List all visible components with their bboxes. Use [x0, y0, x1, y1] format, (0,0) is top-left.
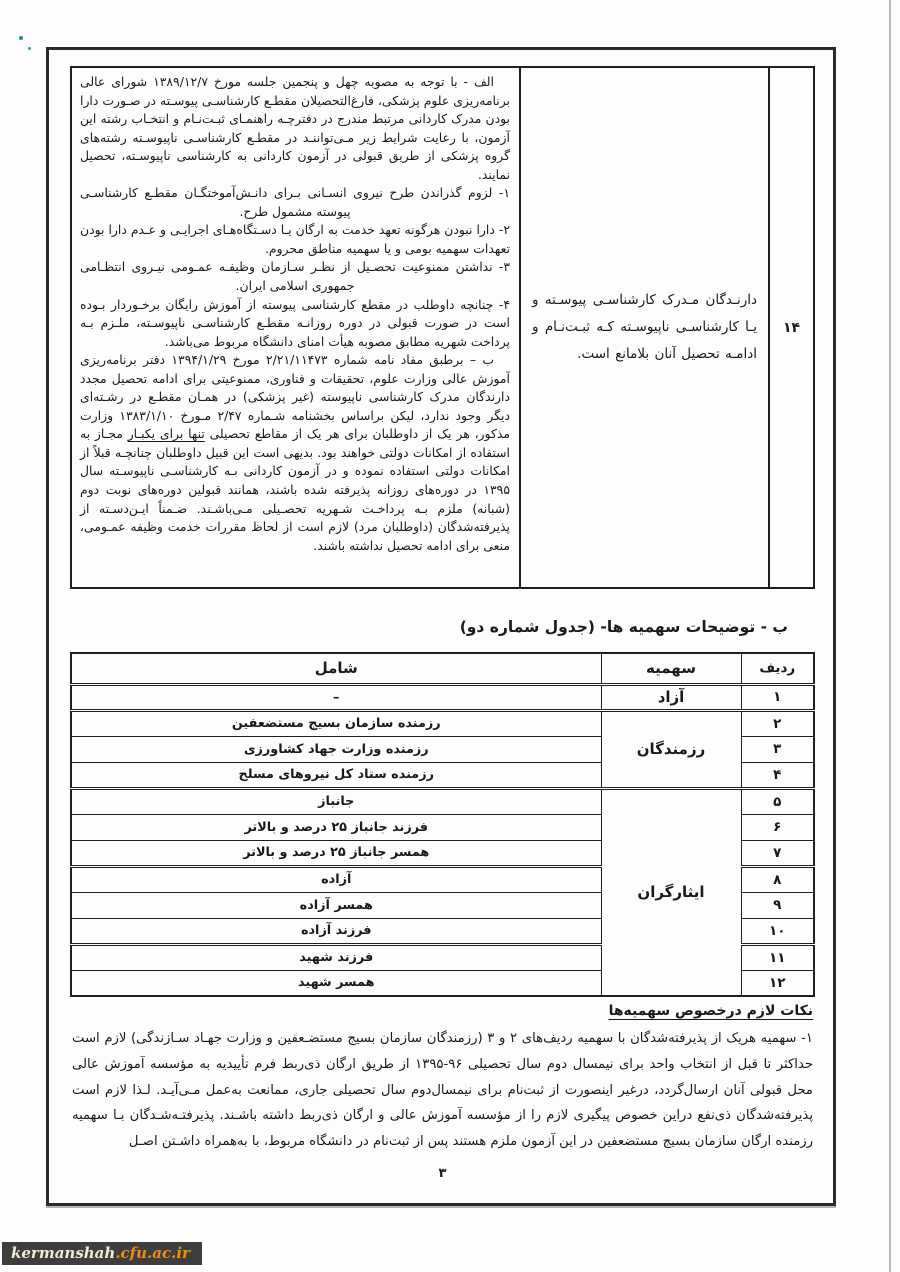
row-shamel: رزمنده وزارت جهاد کشاورزی	[71, 736, 601, 762]
header-radif: ردیف	[741, 653, 814, 684]
condition-item-3: ۳- نداشتن ممنوعیت تحصـیل از نظـر سـازمان وظیفـه عمـومی نیـروی انتظـامی جمهوری اسلامی ایران.	[80, 259, 510, 294]
notes-heading: نکات لازم درخصوص سهمیه‌ها	[608, 1003, 813, 1019]
quota-table	[70, 652, 815, 997]
row-no: ۱۲	[741, 970, 814, 996]
notes-paragraph: ۱- سهمیه هریک از پذیرفته‌شدگان با سهمیه ردیف‌های ۲ و ۳ (رزمندگان سازمان بسیج مستضـعفین و وزارت جهـاد سـازندگی) لازم است حداکثر تا قبل از انتخاب واحد برای نیمسال دوم سال تحصیلی ۹۶-۱۳۹۵ از طریق ارگان ذی‌ربط فرم تأییدیه به مؤسسه آموزش عالی محل قبولی آنان ارسال‌گردد، درغیر اینصورت از ثبت‌نام برای نیمسال‌دوم سال تحصیلی جاری، ممانعت به‌عمل مـی‌آیـد. لـذا لازم است پذیرفته‌شدگان ذی‌نفع دراین خصوص پیگیری لازم را از مؤسسه آموزش عالی و ارگان ذی‌ربط داشته باشـند. پذیرفتـه‌شـدگان بـا سهمیه رزمنده ارگان سازمان بسیج مستضعفین در این آزمون ملزم هستند پس از ثبت‌نام در دانشگاه مربوط، با به‌همراه داشـتن اصـل	[72, 1031, 813, 1150]
condition-item-4: ۴- چنانچه داوطلب در مقطع کارشناسی پیوسته از آموزش رایگان برخـوردار بـوده است در صورت قبولی در دوره روزانـه مقطـع کارشناسـی ناپیوسـته، ملـزم بـه پرداخت شهریه مطابق مصوبه هیأت امنای دانشگاه مربوط می‌باشد.	[80, 296, 510, 349]
row-no: ۱	[741, 684, 814, 710]
row-shamel: آزاده	[71, 866, 601, 892]
condition-item-2: ۲- دارا نبودن هرگونه تعهد خدمت به ارگان یـا دسـتگاه‌هـای اجرایـی و عـدم دارا بودن تعهدات سهمیه بومی و یا سهمیه مناطق محروم.	[80, 222, 510, 256]
table-row-14	[70, 66, 815, 589]
row-shamel: –	[71, 684, 601, 710]
quota-table-title: ب - توضیحات سهمیه ها- (جدول شماره دو)	[459, 618, 788, 636]
row-shamel: رزمنده ستاد کل نیروهای مسلح	[71, 762, 601, 788]
row-no: ۲	[741, 710, 814, 736]
row-shamel: فرزند آزاده	[71, 918, 601, 944]
conditions-text-cell	[72, 68, 519, 587]
paragraph-alef: الف - با توجه به مصوبه چهل و پنجمین جلسه مورخ ۱۳۸۹/۱۲/۷ شورای عالی برنامه‌ریزی علوم پزشکی، فارغ‌التحصیلان مقطـع کارشناسـی پیوسـته در صـورت دارا بودن مدرک کاردانی مرتبط مندرج در دفترچـه راهنمـای ثبـت‌نـام و انتخـاب رشته این آزمون، با رعایت شرایط زیر مـی‌تواننـد در مقطـع کارشناسـی ناپیوسـته رشته‌های گروه پزشکی از طریق قبولی در آزمون کاردانی به کارشناسی ناپیوسـته، تحصیل نمایند.	[80, 74, 510, 182]
row-no: ۹	[741, 892, 814, 918]
paragraph-b-start: ب – برطبق مفاد نامه شماره ۲/۲۱/۱۱۴۷۳ مورخ ۱۳۹۴/۱/۲۹ دفتر برنامه‌ریزی آموزش عالی وزارت علوم، تحقیقات و فناوری، ممنوعیتی برای ادامه تحصیل مجدد دارندگان مدرک کارشناسی ناپیوسته (غیر پزشکی) در همـان مقطـع در رشـته‌ای دیگر وجود ندارد، لیکن براساس بخشنامه شـماره ۲/۴۷ مـورخ ۱۳۸۳/۱/۱۰ وزارت مذکور، هر یک از داوطلبان برای هر یک از مقاطع تحصیلی	[80, 352, 511, 442]
watermark-site-prefix: kermanshah	[11, 1244, 116, 1262]
row-no: ۵	[741, 788, 814, 814]
table-row	[71, 710, 814, 736]
scan-speck-blue	[19, 36, 23, 40]
row-no: ۱۰	[741, 918, 814, 944]
row-shamel: همسر شهید	[71, 970, 601, 996]
row-no: ۴	[741, 762, 814, 788]
header-shamel: شامل	[71, 653, 601, 684]
row-shamel: جانباز	[71, 788, 601, 814]
row-no: ۸	[741, 866, 814, 892]
row-shamel: فرزند شهید	[71, 944, 601, 970]
header-sahmie: سهمیه	[601, 653, 741, 684]
row-no: ۱۱	[741, 944, 814, 970]
page-number: ۳	[438, 1166, 447, 1181]
row-no: ۶	[741, 814, 814, 840]
row-shamel: همسر آزاده	[71, 892, 601, 918]
scan-speck-teal	[28, 47, 31, 50]
watermark-site-suffix: .cfu.ac.ir	[115, 1244, 190, 1262]
quota-group-isargaran: ایثارگران	[601, 788, 741, 996]
paragraph-b	[80, 351, 510, 555]
quota-description-cell	[519, 68, 768, 587]
paragraph-b-underlined-phrase: تنها برای یکبـار	[127, 426, 205, 442]
scan-page-edge-line	[889, 0, 891, 1272]
row-no: ۳	[741, 736, 814, 762]
row-no: ۷	[741, 840, 814, 866]
table-row	[71, 788, 814, 814]
row-shamel: همسر جانباز ۲۵ درصد و بالاتر	[71, 840, 601, 866]
quota-group-azad: آزاد	[601, 684, 741, 710]
paragraph-b-end: مجـاز به استفاده از امکانات دولتی خواهند بود. بدیهی است این قبیل داوطلبان چنانچـه قبلاً از امکانات دولتی استفاده نموده و در آزمون کاردانی بـه کارشناسـی ناپیوسـته سال ۱۳۹۵ در دوره‌های روزانه پذیرفته شده باشند، همانند قبولین دوره‌های نوبت دوم (شبانه) ملزم بـه پرداخـت شـهریه تحصـیلی مـی‌باشـند. ضـمناً ایـن‌دسـته از پذیرفته‌شدگان (داوطلبان مرد) لازم است از لحاظ مقررات خدمت وظیفه عمـومی، منعی برای ادامه تحصیل نداشته باشند.	[80, 426, 510, 553]
notes-section	[72, 1003, 813, 1155]
row-number-cell	[768, 68, 813, 587]
row-shamel: رزمنده سازمان بسیج مستضعفین	[71, 710, 601, 736]
watermark-link[interactable]	[2, 1242, 202, 1265]
row-shamel: فرزند جانباز ۲۵ درصد و بالاتر	[71, 814, 601, 840]
row-number: ۱۴	[782, 319, 801, 336]
quota-table-header-row	[71, 653, 814, 684]
quota-group-razmandegan: رزمندگان	[601, 710, 741, 788]
table-row	[71, 684, 814, 710]
condition-item-1: ۱- لزوم گذراندن طرح نیروی انسـانی بـرای دانـش‌آموختگـان مقطـع کارشناسـی پیوسته مشمول طرح.	[80, 185, 510, 219]
quota-description-text: دارنـدگان مـدرک کارشناسـی پیوسـته و یـا کارشناسـی ناپیوسـته کـه ثبـت‌نـام و ادامـه تحصیل آنان بلامانع است.	[532, 292, 757, 362]
